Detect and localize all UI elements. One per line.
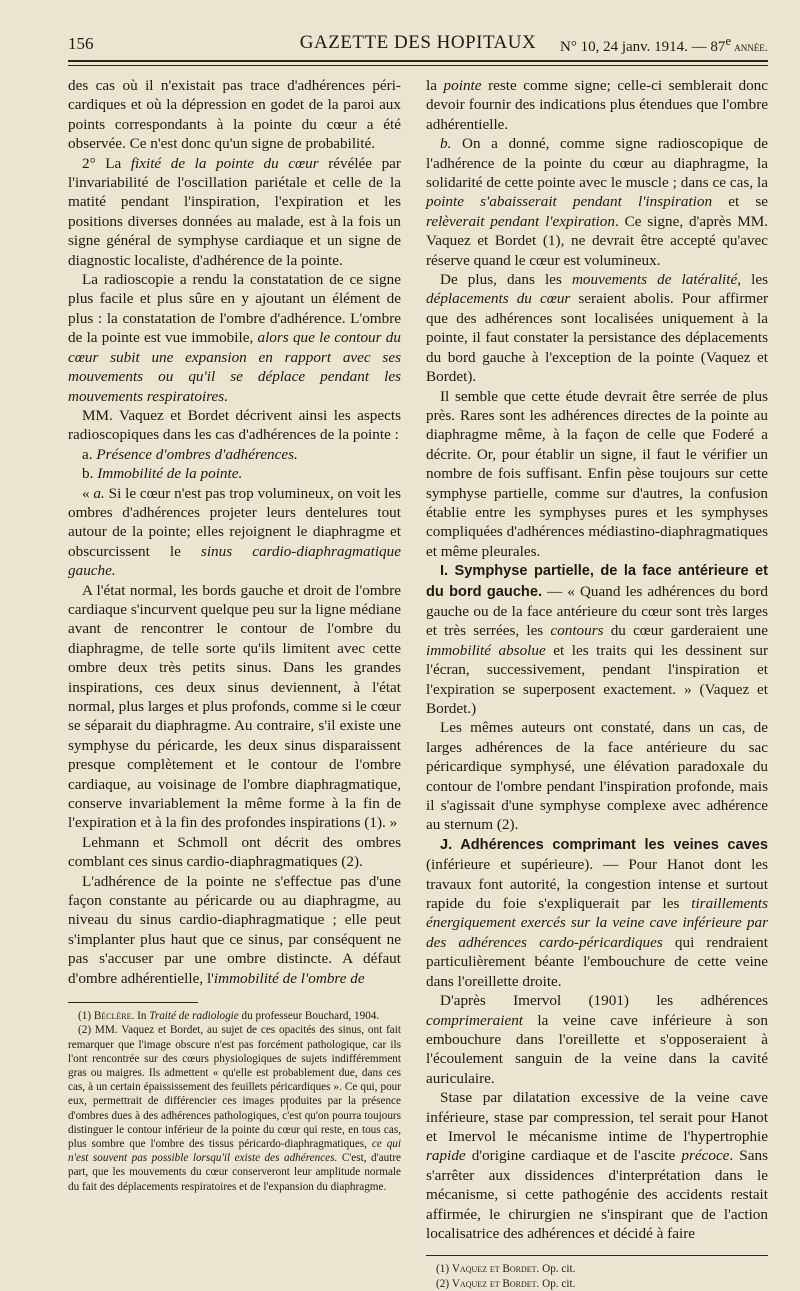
header-rule bbox=[68, 60, 768, 62]
footnote: (2) MM. Vaquez et Bordet, au sujet de ces opacités des sinus, ont fait remarquer que l'image obscure n'est pas forcément pathologique, car ils l'ont rencontrée sur des cœurs physiologiques de sujets indifféremment gras ou maigres. Ils admettent « qu'elle est probablement due, dans ces cas, à un certain épaississement des feuillets péricardiques ». Ce qui, pour eux, permettrait de différencier ces images produites par la présence d'ombres dues à des adhérences pathologiques, c'est qu'on pourra toujours distinguer le contour inférieur de la pointe du cœur qui reste, en tous cas, plus sombre que l'ombre des tissus péricardo-diaphragmatiques, ce qui n'est souvent pas possible lorsqu'il existe des adhérences. C'est, d'autre part, que les mouvements du cœur conserveront leur amplitude normale du fait des déplacements respiratoires et de l'expansion du diaphragme. bbox=[68, 1024, 402, 1193]
running-header bbox=[68, 30, 768, 58]
paragraph: 2° La fixité de la pointe du cœur révélée par l'invariabilité de l'oscillation pariétale et celle de la matité pendant l'inspiration, l'expiration et les positions diverses données au malade, est à la fois un signe général de symphyse cardiaque et un signe de diagnostic localiste, d'adhérence de la pointe. bbox=[68, 154, 401, 269]
quotation: « a. Si le cœur n'est pas trop volumineux, on voit les ombres d'adhérences projeter leurs dentelures tout autour de la pointe; elles rejoignent le diaphragme et obscurcissent le sinus cardio-diaphragmatique gauche. bbox=[68, 484, 402, 580]
right-column bbox=[426, 76, 768, 1291]
paragraph: La radioscopie a rendu la constatation de ce signe plus facile et plus sûre en y ajoutant un élément de plus : la constatation de l'ombre d'adhérence. L'ombre de la pointe est vue immobile, alors que le contour du cœur subit une expansion en rapport avec ses mouvements ou qu'il se déplace pendant les mouvements respiratoires. bbox=[68, 271, 401, 405]
list-item: a. Présence d'ombres d'adhérences. bbox=[82, 445, 298, 463]
footnote-rule bbox=[68, 1002, 198, 1003]
section-heading: I. Symphyse partielle, de la face antérieure et du bord gauche. bbox=[426, 563, 768, 600]
paragraph: b. On a donné, comme signe radioscopique de l'adhérence de la pointe du cœur au diaphragme, la solidarité de cette pointe avec le muscle ; dans ce cas, la pointe s'abaisserait pendant l'inspiration et se relèverait pendant l'expiration. Ce signe, d'après MM. Vaquez et Bordet (1), ne devrait être accepté qu'avec réserve quand le cœur est volumineux. bbox=[426, 135, 769, 269]
footnote: (2) Vaquez et Bordet. Op. cit. bbox=[436, 1277, 576, 1290]
section-i: I. Symphyse partielle, de la face antérieure et du bord gauche. — « Quand les adhérences du bord gauche ou de la face antérieure du cœur sont très larges et très serrées, les contours du cœur garderaient une immobilité absolue et les traits qui les dessinent sur l'écran, successivement, pendant l'inspiration et l'expiration se superposent exactement. » (Vaquez et Bordet.) bbox=[426, 563, 769, 717]
section-j: J. Adhérences comprimant les veines caves (inférieure et supérieure). — Pour Hanot dont les travaux font autorité, la congestion intense et surtout rapide du foie s'expliquerait par les tiraillements énergiquement exercés sur la veine cave inférieure par des adhérences cardo-péricardiques qui rendraient particulièrement béante l'embouchure de cette veine dans l'oreillette droite. bbox=[426, 836, 768, 990]
list-item: b. Immobilité de la pointe. bbox=[82, 465, 243, 483]
paragraph: Les mêmes auteurs ont constaté, dans un cas, de larges adhérences de la face antérieure du sac péricardique symphysé, une élévation paradoxale du contour de l'ombre pendant l'inspiration profonde, mais il s'agissait d'une symphyse complexe avec adhérence au sternum (2). bbox=[426, 719, 768, 834]
paragraph: MM. Vaquez et Bordet décrivent ainsi les aspects radioscopiques dans les cas d'adhérences de la pointe : bbox=[68, 406, 401, 444]
issue-info: N° 10, 24 janv. 1914. — 87e année. bbox=[560, 34, 768, 55]
footnote: (1) Vaquez et Bordet. Op. cit. bbox=[436, 1263, 576, 1276]
paragraph: des cas où il n'existait pas trace d'adhérences péri-cardiques et où la dépression en godet de la paroi aux points correspondants à la pointe du cœur a été observée. Ce n'est donc qu'un signe de probabilité. bbox=[68, 77, 401, 153]
footnotes bbox=[68, 1009, 401, 1194]
paragraph: Il semble que cette étude devrait être serrée de plus près. Rares sont les adhérences directes de la pointe au diaphragme même, à la façon de celle que Foderé a décrite. Or, pour établir un signe, il faut le vérifier un nombre de fois suffisant. Enfin pèse toujours sur cette symphyse partielle, comme sur d'autres, la confusion établie entre les symphyses pures et les symphyses compliquées d'adhérences médiastino-diaphragmatiques et même pleurales. bbox=[426, 387, 768, 560]
section-heading: J. Adhérences comprimant les veines caves bbox=[440, 836, 768, 853]
paragraph: De plus, dans les mouvements de latéralité, les déplacements du cœur seraient abolis. Pour affirmer que des adhérences sont localisées uniquement à la pointe, il faut constater la persistance des déplacements du bord gauche à l'exception de la pointe (Vaquez et Bordet). bbox=[426, 271, 768, 386]
footnote-rule bbox=[426, 1255, 768, 1256]
paragraph: D'après Imervol (1901) les adhérences comprimeraient la veine cave inférieure à son embouchure dans l'oreillette et s'opposeraient à l'écoulement sanguin de la veine dans la cavité auriculaire. bbox=[426, 992, 768, 1087]
left-column bbox=[68, 76, 401, 1194]
paragraph: Stase par dilatation excessive de la veine cave inférieure, stase par compression, tel serait pour Hanot et Imervol le mécanisme intime de l'hypertrophie rapide d'origine cardiaque et de l'ascite précoce. Sans s'arrêter aux dissidences d'interprétation dans le mécanisme, si cette pathogénie des accidents restait affirmée, le chirurgien ne s'inspirant que de l'action localisatrice des adhérences et décidé à faire bbox=[426, 1089, 768, 1242]
paragraph: Lehmann et Schmoll ont décrit des ombres comblant ces sinus cardio-diaphragmatiques (2). bbox=[68, 833, 401, 871]
paragraph: L'adhérence de la pointe ne s'effectue pas d'une façon constante au péricarde ou au diaphragme, au niveau du sinus cardio-diaphragmatique ; elle peut s'implanter plus haut que ce sinus, par conséquent ne pas s'accuser par une ombre distincte. A défaut d'ombre adhérentielle, l'immobilité de l'ombre de bbox=[68, 872, 401, 987]
bottom-mark bbox=[287, 1098, 292, 1110]
journal-title: GAZETTE DES HOPITAUX bbox=[299, 32, 537, 53]
page-number: 156 bbox=[68, 34, 94, 53]
footnote: (1) Béclère. In Traité de radiologie du professeur Bouchard, 1904. bbox=[78, 1010, 380, 1023]
header-rule-thin bbox=[68, 65, 768, 66]
quotation: A l'état normal, les bords gauche et droit de l'ombre cardiaque s'incurvent quelque peu sur la ligne médiane avant de rencontrer le contour de l'ombre du diaphragme, de telle sorte qu'ils limitent avec cette ombre deux très petits sinus. Dans les grandes inspirations, ces deux sinus deviennent, à l'état normal, plus larges et plus profonds, comme si le cœur se séparait du diaphragme. Au contraire, s'il existe une symphyse du péricarde, les deux sinus disparaissent presque complètement et le contour de l'ombre cardiaque, au voisinage de l'ombre diaphragmatique, conserve invariablement la même forme à la fin de l'expiration et à la fin des profondes inspirations (1). » bbox=[68, 581, 401, 832]
footnotes bbox=[426, 1262, 768, 1290]
paragraph: la pointe reste comme signe; celle-ci semblerait donc devoir fournir des indications plus étendues que l'ombre adhérentielle. bbox=[426, 77, 768, 133]
